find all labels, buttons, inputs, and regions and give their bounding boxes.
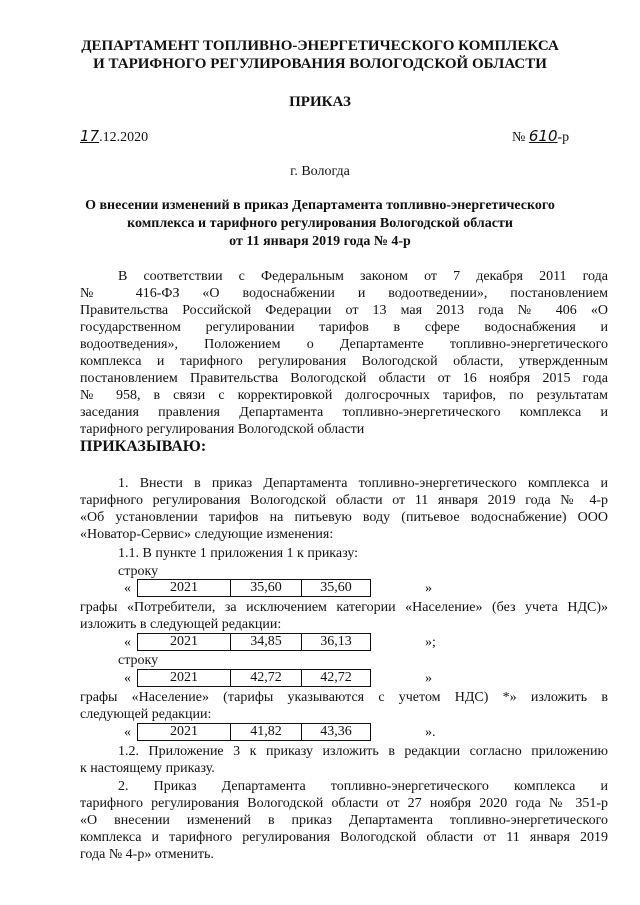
preamble-line: тарифного регулирования Вологодской области xyxy=(80,422,365,437)
tariff-cell: 35,60 xyxy=(302,580,371,597)
department-name-line2: И ТАРИФНОГО РЕГУЛИРОВАНИЯ ВОЛОГОДСКОЙ ОБЛАСТИ xyxy=(93,56,547,72)
document-date xyxy=(80,127,148,146)
item1-2-line: 1.2. Приложение 3 к приказу изложить в редакции согласно приложению xyxy=(118,744,608,759)
stroku-label: строку xyxy=(118,653,159,668)
tariff-cell: 41,82 xyxy=(231,724,302,741)
item1-2-line: к настоящему приказу. xyxy=(80,761,215,776)
quote-close: » xyxy=(425,581,432,596)
year-cell: 2021 xyxy=(138,670,231,687)
handwritten-number: 610 xyxy=(528,127,558,145)
quote-open: « xyxy=(124,725,131,740)
order-word: ПРИКАЗЫВАЮ: xyxy=(80,438,207,455)
quote-close-dot: ». xyxy=(425,725,436,740)
tariff-cell: 42,72 xyxy=(231,670,302,687)
tariff-cell: 34,85 xyxy=(231,634,302,651)
tariff-row-table xyxy=(137,669,371,687)
date-rest: .12.2020 xyxy=(99,130,149,145)
year-cell: 2021 xyxy=(138,724,231,741)
tariff-cell: 35,60 xyxy=(231,580,302,597)
tariff-row-table xyxy=(137,579,371,597)
quote-open: « xyxy=(124,671,131,686)
preamble-line: № 416-ФЗ «О водоснабжении и водоотведении», постановлением xyxy=(80,286,608,301)
number-prefix: № xyxy=(512,130,526,145)
preamble-line: № 958, в связи с корректировкой долгосрочных тарифов, по результатам xyxy=(80,388,608,403)
document-type: ПРИКАЗ xyxy=(289,94,351,110)
izlozhit-line: изложить в следующей редакции: xyxy=(80,617,282,632)
quote-close-semicolon: »; xyxy=(425,635,436,650)
item2-line: «О внесении изменений в приказ Департамента топливно-энергетического xyxy=(80,813,608,828)
preamble-line: водоотведения», Положением о Департаменте топливно-энергетического xyxy=(80,337,608,352)
tariff-row-table xyxy=(137,723,371,741)
preamble-line: заседания правления Департамента топливно-энергетического комплекса и xyxy=(80,405,608,420)
order-title-line1: О внесении изменений в приказ Департамента топливно-энергетического xyxy=(85,198,555,213)
preamble-line: Правительства Российской Федерации от 13 мая 2013 года № 406 «О xyxy=(80,303,608,318)
quote-open: « xyxy=(124,581,131,596)
department-name-line1: ДЕПАРТАМЕНТ ТОПЛИВНО-ЭНЕРГЕТИЧЕСКОГО КОМПЛЕКСА xyxy=(81,38,559,54)
number-suffix: -р xyxy=(557,130,570,145)
year-cell: 2021 xyxy=(138,580,231,597)
stroku-label: строку xyxy=(118,564,159,579)
quote-close: » xyxy=(425,671,432,686)
preamble-line: постановлением Правительства Вологодской области от 16 ноября 2015 года xyxy=(80,371,608,386)
item1-line: «Новатор-Сервис» следующие изменения: xyxy=(80,527,334,542)
item1-line: «Об установлении тарифов на питьевую воду (питьевое водоснабжение) ООО xyxy=(80,510,608,525)
izlozhit-line: следующей редакции: xyxy=(80,707,212,722)
grafy-line: графы «Население» (тарифы указываются с учетом НДС) *» изложить в xyxy=(80,690,608,705)
order-title-line2: комплекса и тарифного регулирования Вологодской области xyxy=(127,216,513,231)
tariff-cell: 42,72 xyxy=(302,670,371,687)
grafy-line: графы «Потребители, за исключением категории «Население» (без учета НДС)» xyxy=(80,600,608,615)
item2-line: года № 4-р» отменить. xyxy=(80,847,214,862)
tariff-cell: 43,36 xyxy=(302,724,371,741)
tariff-row-table xyxy=(137,633,371,651)
item1-line: 1. Внести в приказ Департамента топливно-энергетического комплекса и xyxy=(118,476,608,491)
tariff-cell: 36,13 xyxy=(302,634,371,651)
item1-line: тарифного регулирования Вологодской области от 11 января 2019 года № 4-р xyxy=(80,493,608,508)
year-cell: 2021 xyxy=(138,634,231,651)
order-title-line3: от 11 января 2019 года № 4-р xyxy=(229,234,411,249)
preamble-line: В соответствии с Федеральным законом от 7 декабря 2011 года xyxy=(118,269,608,284)
item2-line: 2. Приказ Департамента топливно-энергетического комплекса и xyxy=(118,779,608,794)
quote-open: « xyxy=(124,635,131,650)
document-number xyxy=(512,127,569,146)
item2-line: комплекса и тарифного регулирования Вологодской области от 11 января 2019 xyxy=(80,830,608,845)
preamble-line: государственном регулировании тарифов в сфере водоснабжения и xyxy=(80,320,608,335)
item2-line: тарифного регулирования Вологодской области от 27 ноября 2020 года № 351-р xyxy=(80,796,608,811)
item1-1-line: 1.1. В пункте 1 приложения 1 к приказу: xyxy=(118,546,359,561)
handwritten-day: 17 xyxy=(80,127,100,145)
preamble-line: комплекса и тарифного регулирования Вологодской области, утвержденным xyxy=(80,354,608,369)
city: г. Вологда xyxy=(290,164,350,179)
